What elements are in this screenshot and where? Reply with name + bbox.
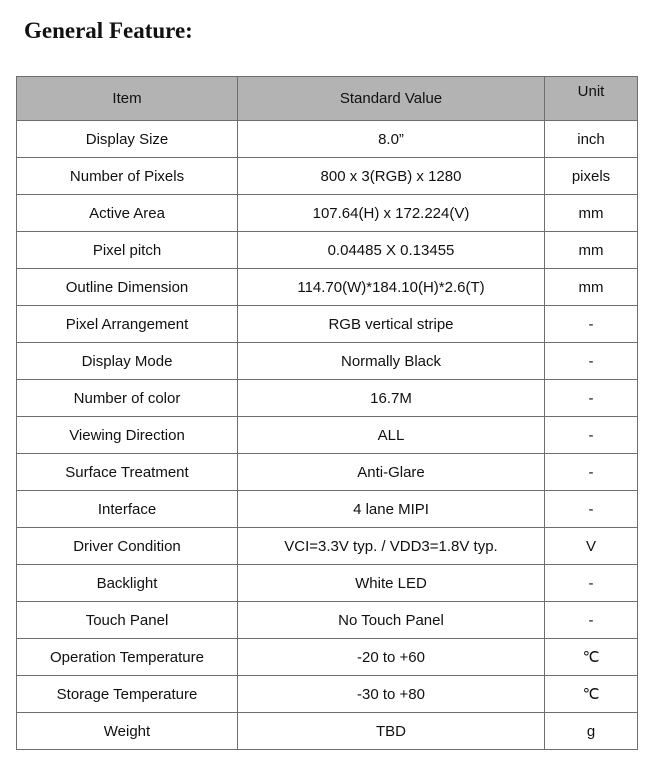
cell-unit: g — [545, 713, 638, 750]
cell-item: Number of Pixels — [17, 158, 238, 195]
cell-unit: ℃ — [545, 639, 638, 676]
cell-unit: ℃ — [545, 676, 638, 713]
cell-unit: inch — [545, 121, 638, 158]
cell-unit: V — [545, 528, 638, 565]
cell-value: White LED — [238, 565, 545, 602]
cell-item: Driver Condition — [17, 528, 238, 565]
cell-value: Anti-Glare — [238, 454, 545, 491]
cell-item: Display Mode — [17, 343, 238, 380]
table-row — [17, 602, 638, 639]
table-row — [17, 306, 638, 343]
cell-unit: - — [545, 306, 638, 343]
cell-unit: - — [545, 602, 638, 639]
table-row — [17, 565, 638, 602]
table-row — [17, 528, 638, 565]
cell-item: Surface Treatment — [17, 454, 238, 491]
cell-unit: - — [545, 491, 638, 528]
cell-item: Number of color — [17, 380, 238, 417]
header-item: Item — [17, 77, 238, 121]
cell-item: Backlight — [17, 565, 238, 602]
cell-item: Display Size — [17, 121, 238, 158]
feature-table — [16, 76, 638, 750]
cell-item: Pixel pitch — [17, 232, 238, 269]
table-row — [17, 639, 638, 676]
table-row — [17, 417, 638, 454]
cell-value: 8.0” — [238, 121, 545, 158]
table-row — [17, 269, 638, 306]
cell-unit: pixels — [545, 158, 638, 195]
cell-value: 107.64(H) x 172.224(V) — [238, 195, 545, 232]
table-row — [17, 195, 638, 232]
cell-unit: mm — [545, 232, 638, 269]
cell-item: Pixel Arrangement — [17, 306, 238, 343]
cell-item: Outline Dimension — [17, 269, 238, 306]
cell-item: Interface — [17, 491, 238, 528]
cell-value: No Touch Panel — [238, 602, 545, 639]
table-row — [17, 343, 638, 380]
cell-item: Storage Temperature — [17, 676, 238, 713]
table-header-row — [17, 77, 638, 121]
cell-unit: - — [545, 380, 638, 417]
table-row — [17, 232, 638, 269]
cell-value: -30 to +80 — [238, 676, 545, 713]
page-title: General Feature: — [24, 18, 193, 43]
cell-item: Touch Panel — [17, 602, 238, 639]
cell-unit: mm — [545, 269, 638, 306]
cell-item: Active Area — [17, 195, 238, 232]
table-row — [17, 454, 638, 491]
cell-value: ALL — [238, 417, 545, 454]
cell-unit: - — [545, 417, 638, 454]
header-standard-value: Standard Value — [238, 77, 545, 121]
cell-unit: - — [545, 454, 638, 491]
cell-item: Operation Temperature — [17, 639, 238, 676]
cell-value: 0.04485 X 0.13455 — [238, 232, 545, 269]
cell-value: RGB vertical stripe — [238, 306, 545, 343]
cell-item: Weight — [17, 713, 238, 750]
cell-value: -20 to +60 — [238, 639, 545, 676]
cell-unit: mm — [545, 195, 638, 232]
table-row — [17, 380, 638, 417]
header-unit: Unit — [545, 77, 638, 121]
cell-unit: - — [545, 565, 638, 602]
cell-value: 800 x 3(RGB) x 1280 — [238, 158, 545, 195]
cell-value: Normally Black — [238, 343, 545, 380]
table-row — [17, 491, 638, 528]
table-row — [17, 676, 638, 713]
table-row — [17, 158, 638, 195]
table-row — [17, 713, 638, 750]
cell-value: TBD — [238, 713, 545, 750]
cell-item: Viewing Direction — [17, 417, 238, 454]
table-row — [17, 121, 638, 158]
cell-value: 114.70(W)*184.10(H)*2.6(T) — [238, 269, 545, 306]
cell-value: VCI=3.3V typ. / VDD3=1.8V typ. — [238, 528, 545, 565]
cell-value: 16.7M — [238, 380, 545, 417]
cell-value: 4 lane MIPI — [238, 491, 545, 528]
cell-unit: - — [545, 343, 638, 380]
